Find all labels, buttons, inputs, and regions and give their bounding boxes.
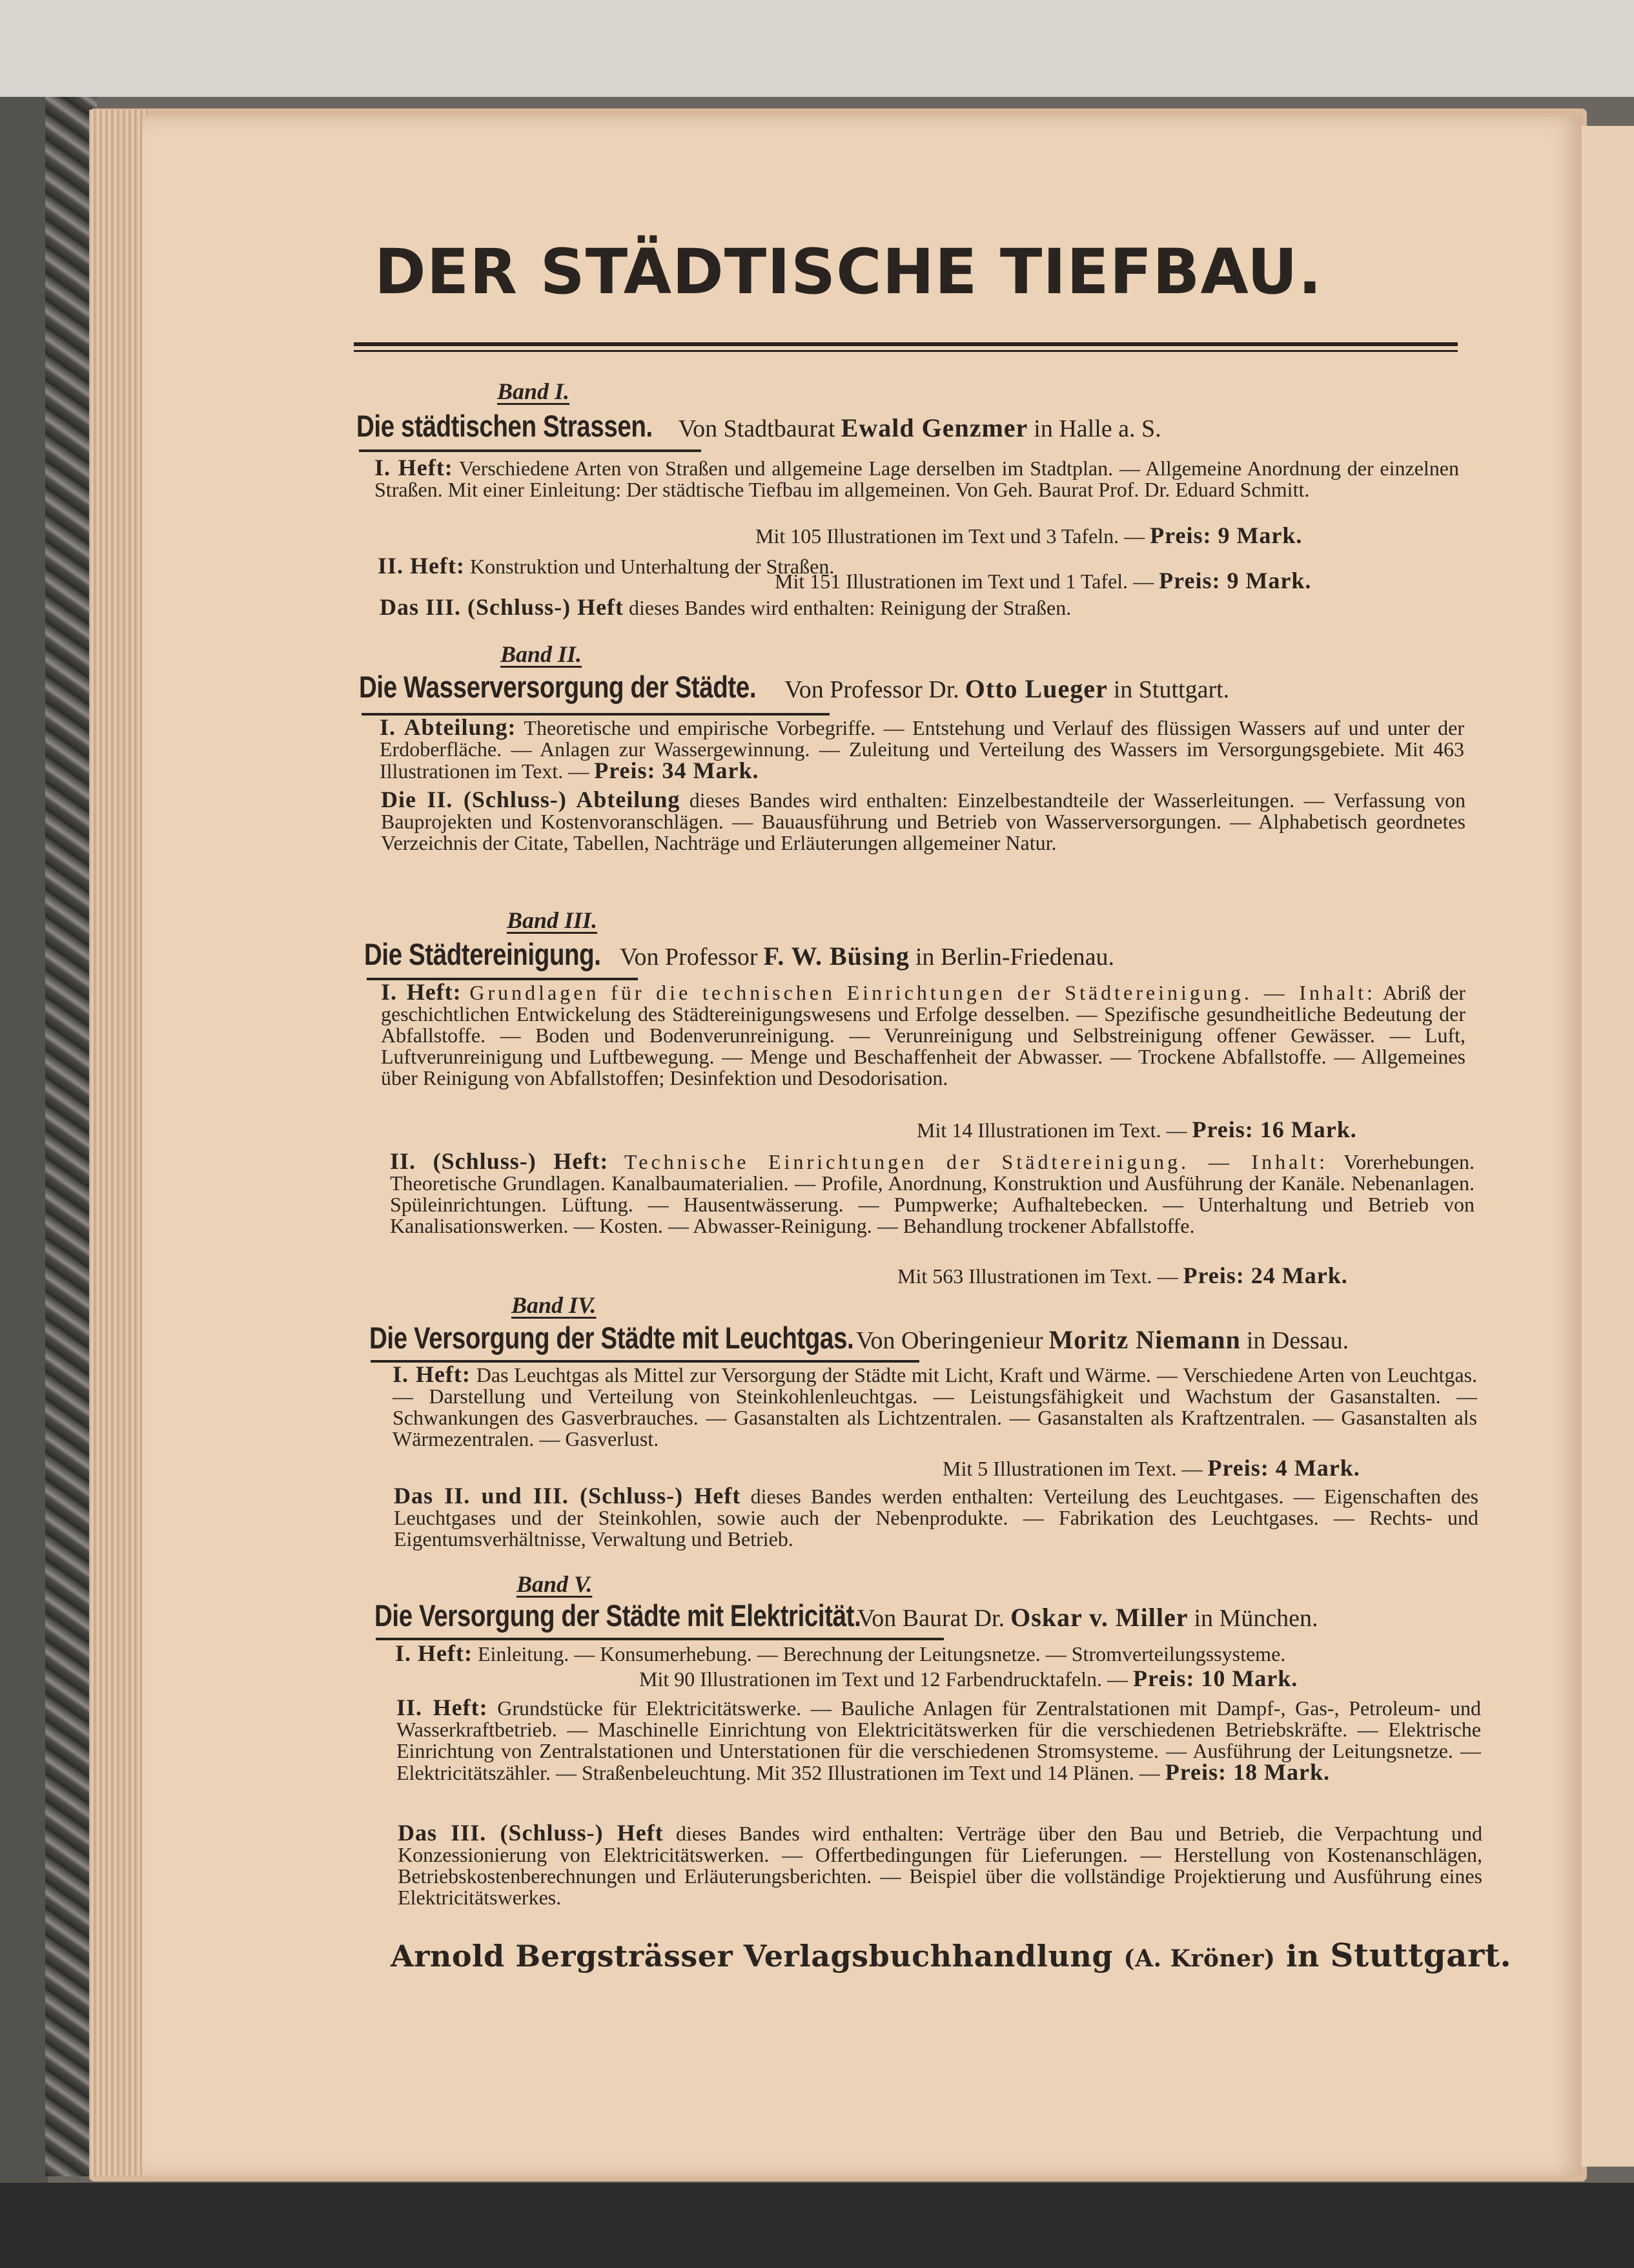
part-label: II. Heft: (378, 553, 465, 579)
publisher-city: Stuttgart. (1330, 1936, 1512, 1974)
part-text: dieses Bandes werden enthalten: Verteilung des Leuchtgases. — Eigenschaften des Leuchtgases und der Steinkohlen, sowie auch der Nebenprodukte. — Fabrikation des Leuchtgases. — Rechts- und Eigentumsverhältnisse, Verwaltung und Betrieb. (394, 1485, 1479, 1551)
price-line (897, 1262, 1348, 1289)
price-line (775, 567, 1311, 594)
price: Preis: 18 Mark. (1165, 1759, 1330, 1785)
author-place: in Dessau. (1246, 1327, 1349, 1354)
author-place: in Halle a. S. (1034, 415, 1161, 442)
part-text: dieses Bandes wird enthalten: Einzelbestandteile der Wasserleitungen. — Verfassung von Bauprojekten und Kostenvoranschlägen. — Bauausführung und Betrieb von Wasserversorgungen. — Alphabetisch geordnetes Verzeichnis der Citate, Tabellen, Nachträge und Erläuterungen allgemeiner Natur. (381, 789, 1466, 854)
background-bottom (0, 2183, 1634, 2268)
price-line (639, 1665, 1298, 1692)
part-text: dieses Bandes wird enthalten: Reinigung der Straßen. (629, 596, 1072, 619)
publisher-line (391, 1936, 1511, 1974)
price-line (943, 1454, 1360, 1481)
volume-heading (356, 408, 1161, 444)
volume-title: Die Wasserversorgung der Städte. (359, 670, 757, 704)
part-text: Vorerhebungen. Theoretische Grundlagen. Kanalbaumaterialien. — Profile, Anordnung, Konstruktion und Ausführung der Kanäle. Nebenanlagen. Spüleinrichtungen. Lüftung. — Hausentwässerung. — Pumpwerke; Aufhaltebecken. — Unterhaltung und Betrieb von Kanalisationswerken. — Kosten. — Abwasser-Reinigung. — Behandlung trockener Abfallstoffe. (390, 1150, 1475, 1237)
title-rule (354, 350, 1458, 352)
author-place: in München. (1194, 1605, 1318, 1632)
part-label: II. Heft: (396, 1695, 488, 1720)
part-text: Theoretische und empirische Vorbegriffe. — Entstehung und Verlauf des flüssigen Wassers auf und unter der Erdoberfläche. — Anlagen zur Wassergewinnung. — Zuleitung und Verteilung des Wassers im Versorgungsgebiete. Mit 463 Illustrationen im Text. — (380, 716, 1465, 783)
volume-title: Die Versorgung der Städte mit Leuchtgas. (369, 1321, 854, 1355)
part-description (396, 1697, 1481, 1784)
part-text: Einleitung. — Konsumerhebung. — Berechnung der Leitungsnetze. — Stromverteilungssysteme. (477, 1642, 1286, 1665)
part-text: Abriß der geschichtlichen Entwickelung des Städtereinigungswesens und Erfolge desselben. — Spezifische gesundheitliche Bedeutung der Abfallstoffe. — Boden und Bodenverunreinigung. — Verunreinigung und Selbstreinigung offener Gewässer. — Luft, Luftverunreinigung und Luftbewegung. — Menge und Beschaffenheit der Abwasser. — Trockene Abfallstoffe. — Allgemeines über Reinigung von Abfallstoffen; Desinfektion und Desodorisation. (381, 981, 1466, 1089)
part-description (380, 714, 1465, 783)
part-description (395, 1640, 1480, 1666)
part-description (398, 1822, 1482, 1908)
part-label: I. Heft: (393, 1361, 471, 1387)
page-edges (89, 110, 147, 2176)
part-description (393, 1361, 1478, 1450)
author-name: Otto Lueger (965, 674, 1108, 703)
price: Preis: 24 Mark. (1183, 1263, 1348, 1288)
illustration-note: Mit 151 Illustrationen im Text und 1 Tafel. — (775, 570, 1154, 593)
illustration-note: Mit 5 Illustrationen im Text. — (943, 1457, 1203, 1480)
price: Preis: 9 Mark. (1150, 522, 1303, 548)
volume-title-rule (359, 449, 701, 452)
volume-heading (359, 669, 1229, 705)
illustration-note: Mit 90 Illustrationen im Text und 12 Farbendrucktafeln. — (639, 1667, 1128, 1691)
page-title: DER STÄDTISCHE TIEFBAU. (374, 236, 1323, 308)
publisher-note: (A. Kröner) (1123, 1945, 1276, 1972)
volume-heading (369, 1320, 1349, 1356)
author-name: Oskar v. Miller (1010, 1603, 1189, 1632)
part-label: Das III. (Schluss-) Heft (380, 594, 624, 620)
part-label: Das II. und III. (Schluss-) Heft (394, 1483, 741, 1509)
part-description (381, 979, 1466, 1089)
illustration-note: Mit 14 Illustrationen im Text. — (917, 1119, 1187, 1142)
band-label: Band II. (500, 641, 582, 667)
price: Preis: 4 Mark. (1207, 1455, 1360, 1481)
publisher-name: Arnold Bergsträsser Verlagsbuchhandlung (391, 1939, 1114, 1974)
volume-title: Die Versorgung der Städte mit Elektricität. (374, 1598, 861, 1633)
volume-heading (364, 936, 1114, 972)
author-place: in Stuttgart. (1113, 676, 1230, 703)
part-label: I. Abteilung: (380, 714, 516, 740)
part-text: Grundstücke für Elektricitätswerke. — Bauliche Anlagen für Zentralstationen mit Dampf-, Gas-, Petroleum- und Wasserkraftbetrieb. — Maschinelle Einrichtung von Elektricitätswerken für die verschiedenen Betriebskräfte. — Elektrische Einrichtung von Zentralstationen und Unterstationen für die verschiedenen Stromsysteme. — Ausführung der Leitungsnetze. — Elektricitätszähler. — Straßenbeleuchtung. Mit 352 Illustrationen im Text und 14 Plänen. — (396, 1696, 1482, 1784)
part-label: Das III. (Schluss-) Heft (398, 1820, 664, 1846)
part-text: Konstruktion und Unterhaltung der Straßen. (469, 555, 835, 578)
author-name: Moritz Niemann (1048, 1325, 1241, 1354)
author-prefix: Von Oberingenieur (855, 1327, 1043, 1354)
background-top (0, 0, 1634, 97)
author-name: F. W. Büsing (763, 942, 910, 971)
band-label: Band I. (497, 378, 570, 404)
price: Preis: 34 Mark. (594, 758, 759, 783)
price-line (755, 522, 1302, 549)
part-label: I. Heft: (374, 455, 453, 480)
part-description (380, 594, 1464, 620)
title-rule (354, 342, 1458, 346)
author-place: in Berlin-Friedenau. (915, 943, 1114, 971)
part-subtitle: Technische Einrichtungen der Städtereinigung. — Inhalt: (624, 1150, 1329, 1173)
volume-title: Die Städtereinigung. (364, 937, 601, 971)
band-label: Band V. (516, 1571, 593, 1597)
author-name: Ewald Genzmer (841, 413, 1028, 442)
part-text: Das Leuchtgas als Mittel zur Versorgung der Städte mit Licht, Kraft und Wärme. — Verschiedene Arten von Leuchtgas. — Darstellung und Verteilung von Steinkohlenleuchtgas. — Leistungsfähigkeit und Wachstum der Gasanstalten. — Schwankungen des Gasverbrauches. — Gasanstalten als Lichtzentralen. — Gasanstalten als Kraftzentralen. — Gasanstalten als Wärmezentralen. — Gasverlust. (393, 1363, 1478, 1450)
part-text: dieses Bandes wird enthalten: Verträge über den Bau und Betrieb, die Verpachtung und Konzessionierung von Elektricitätswerken. — Offertbedingungen für Lieferungen. — Herstellung von Kostenanschlägen, Betriebskostenberechnungen und Erläuterungsberichten. — Beispiel über die vollständige Projektierung und Ausführung eines Elektricitätswerkes. (398, 1822, 1483, 1909)
part-description (381, 789, 1465, 854)
volume-heading (374, 1598, 1318, 1633)
illustration-note: Mit 563 Illustrationen im Text. — (897, 1264, 1178, 1288)
book-cover-board (0, 97, 48, 2268)
price: Preis: 16 Mark. (1192, 1117, 1357, 1142)
author-prefix: Von Professor Dr. (784, 676, 959, 703)
volume-title: Die städtischen Strassen. (356, 409, 653, 443)
author-prefix: Von Baurat Dr. (857, 1605, 1005, 1632)
publisher-in: in (1285, 1939, 1320, 1974)
illustration-note: Mit 105 Illustrationen im Text und 3 Tafeln. — (755, 524, 1145, 548)
price: Preis: 10 Mark. (1133, 1665, 1298, 1691)
part-label: I. Heft: (395, 1640, 473, 1666)
part-label: II. (Schluss-) Heft: (390, 1148, 609, 1174)
price-line (917, 1116, 1357, 1143)
part-label: Die II. (Schluss-) Abteilung (381, 787, 680, 812)
band-label: Band IV. (511, 1292, 597, 1318)
part-text: Verschiedene Arten von Straßen und allgemeine Lage derselben im Stadtplan. — Allgemeine Anordnung der einzelnen Straßen. Mit einer Einleitung: Der städtische Tiefbau im allgemeinen. Von Geh. Baurat Prof. Dr. Eduard Schmitt. (374, 457, 1459, 501)
part-description (374, 457, 1459, 500)
part-subtitle: Grundlagen für die technischen Einrichtungen der Städtereinigung. — Inhalt: (469, 981, 1376, 1004)
part-description (394, 1485, 1478, 1550)
part-label: I. Heft: (381, 979, 462, 1005)
price: Preis: 9 Mark. (1159, 568, 1312, 593)
part-description (390, 1148, 1475, 1237)
author-prefix: Von Professor (620, 943, 758, 971)
band-label: Band III. (507, 907, 598, 933)
author-prefix: Von Stadtbaurat (678, 415, 835, 442)
